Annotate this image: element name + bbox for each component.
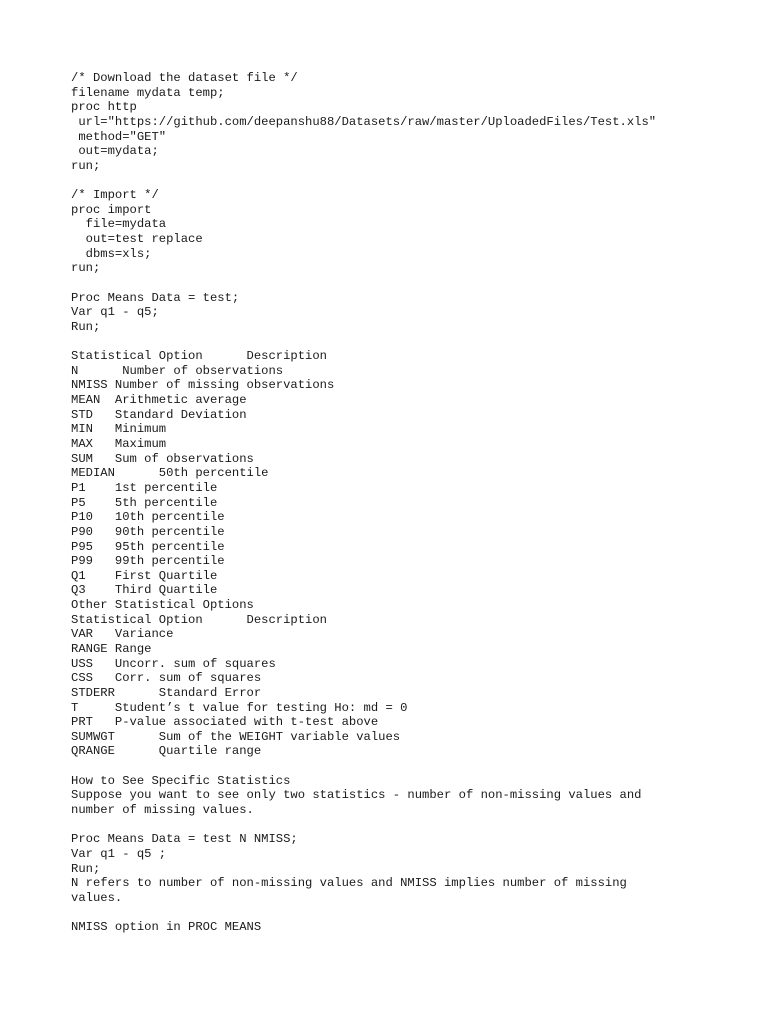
document-text-block: [71, 71, 751, 935]
text-line: Var q1 - q5 ;: [71, 846, 167, 861]
text-line: Other Statistical Options: [71, 598, 254, 613]
text-line: SUM Sum of observations: [71, 451, 254, 466]
text-line: USS Uncorr. sum of squares: [71, 656, 276, 671]
text-line: Statistical Option Description: [71, 349, 327, 364]
text-line: run;: [71, 261, 101, 276]
text-line: P90 90th percentile: [71, 524, 225, 539]
text-line: Proc Means Data = test N NMISS;: [71, 832, 298, 847]
blank-line: [71, 906, 751, 921]
text-line: PRT P-value associated with t-test above: [71, 715, 379, 730]
text-line: MIN Minimum: [71, 422, 167, 437]
text-line: P10 10th percentile: [71, 510, 225, 525]
text-line: Statistical Option Description: [71, 612, 327, 627]
text-line: Q3 Third Quartile: [71, 583, 218, 598]
text-line: proc import: [71, 202, 152, 217]
text-line: RANGE Range: [71, 641, 152, 656]
text-line: Run;: [71, 861, 101, 876]
text-line: STDERR Standard Error: [71, 685, 262, 700]
text-line: /* Download the dataset file */: [71, 71, 298, 85]
text-line: MEDIAN 50th percentile: [71, 466, 269, 481]
text-line: Proc Means Data = test;: [71, 290, 240, 305]
text-line: filename mydata temp;: [71, 85, 225, 100]
text-line: values.: [71, 890, 123, 905]
text-line: dbms=xls;: [71, 246, 152, 261]
text-line: N refers to number of non-missing values and NMISS implies number of missing: [71, 876, 627, 891]
text-line: N Number of observations: [71, 363, 284, 378]
text-line: file=mydata: [71, 217, 167, 232]
text-line: QRANGE Quartile range: [71, 744, 262, 759]
text-line: STD Standard Deviation: [71, 407, 247, 422]
text-line: How to See Specific Statistics: [71, 773, 291, 788]
text-line: MEAN Arithmetic average: [71, 393, 247, 408]
text-line: out=test replace: [71, 232, 203, 247]
text-line: NMISS Number of missing observations: [71, 378, 335, 393]
blank-line: [71, 276, 751, 291]
text-line: Run;: [71, 319, 101, 334]
text-line: number of missing values.: [71, 803, 254, 818]
text-line: CSS Corr. sum of squares: [71, 671, 262, 686]
text-line: MAX Maximum: [71, 437, 167, 452]
text-line: /* Import */: [71, 188, 159, 203]
blank-line: [71, 818, 751, 833]
text-line: Suppose you want to see only two statistics - number of non-missing values and: [71, 788, 642, 803]
text-line: SUMWGT Sum of the WEIGHT variable values: [71, 729, 401, 744]
text-line: NMISS option in PROC MEANS: [71, 920, 262, 935]
text-line: Q1 First Quartile: [71, 568, 218, 583]
text-line: VAR Variance: [71, 627, 174, 642]
text-line: T Student’s t value for testing Ho: md = 0: [71, 700, 408, 715]
text-line: Var q1 - q5;: [71, 305, 159, 320]
blank-line: [71, 759, 751, 774]
blank-line: [71, 173, 751, 188]
blank-line: [71, 335, 751, 350]
text-line: P99 99th percentile: [71, 554, 225, 569]
text-line: P1 1st percentile: [71, 480, 218, 495]
text-line: out=mydata;: [71, 144, 159, 159]
text-line: method="GET": [71, 129, 167, 144]
text-line: url="https://github.com/deepanshu88/Datasets/raw/master/UploadedFiles/Test.xls": [71, 114, 657, 129]
text-line: P95 95th percentile: [71, 539, 225, 554]
text-line: P5 5th percentile: [71, 495, 218, 510]
text-line: run;: [71, 158, 101, 173]
text-line: proc http: [71, 100, 137, 115]
